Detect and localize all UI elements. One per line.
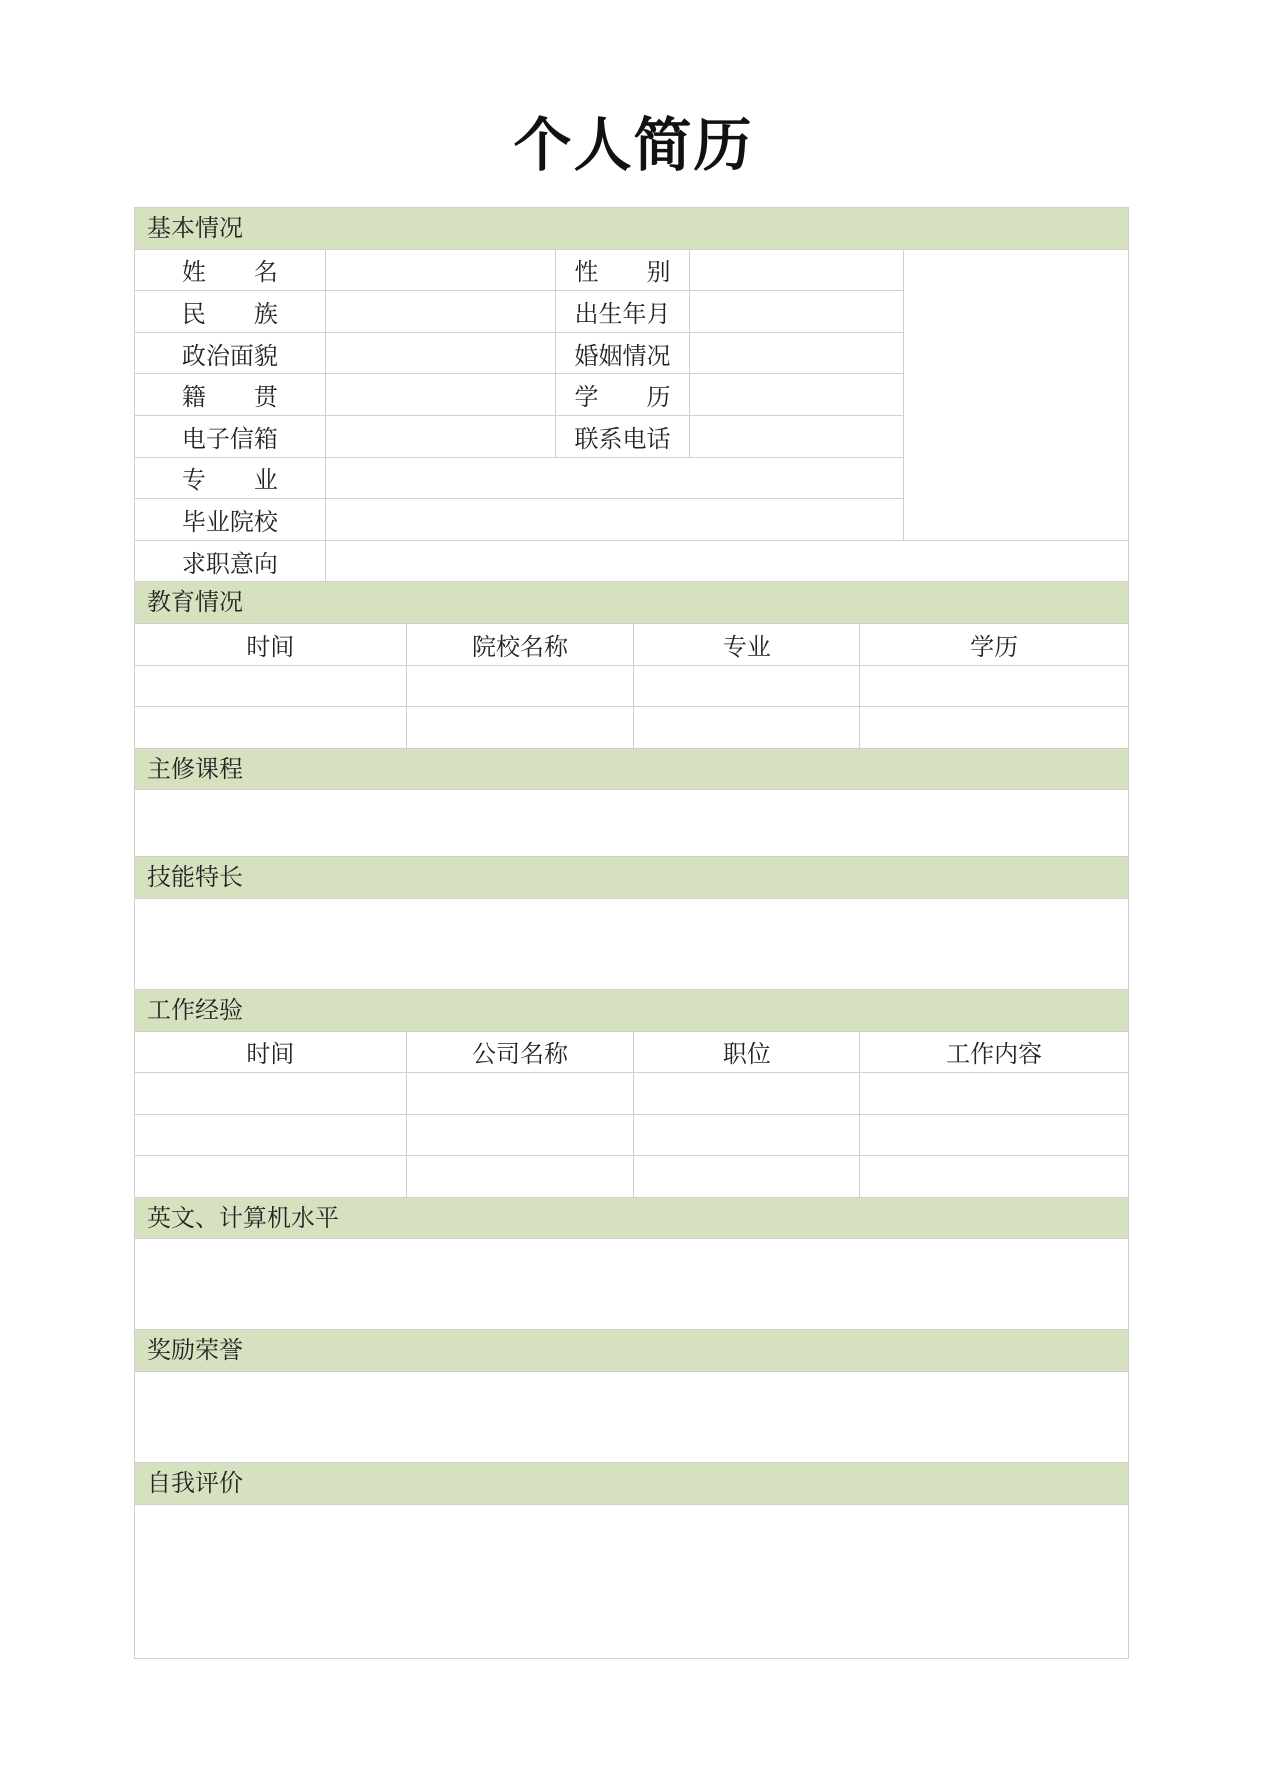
education-col-time: 时间 (135, 624, 406, 665)
work-cell[interactable] (634, 1156, 859, 1197)
label-education: 学 历 (556, 374, 688, 415)
field-political-status[interactable] (326, 333, 556, 374)
work-cell[interactable] (407, 1073, 634, 1114)
work-col-time: 时间 (135, 1032, 406, 1073)
field-education[interactable] (690, 374, 904, 415)
label-email: 电子信箱 (135, 416, 325, 457)
work-cell[interactable] (135, 1156, 406, 1197)
work-cell[interactable] (860, 1115, 1128, 1156)
basic-info-table (135, 250, 1128, 582)
section-header-main-courses: 主修课程 (135, 749, 1128, 790)
label-job-objective: 求职意向 (135, 541, 325, 582)
education-table (135, 624, 1128, 748)
label-marital-status: 婚姻情况 (556, 333, 688, 374)
section-header-self-evaluation: 自我评价 (135, 1463, 1128, 1504)
education-cell[interactable] (407, 666, 634, 707)
field-name[interactable] (326, 250, 556, 291)
work-col-position: 职位 (634, 1032, 859, 1073)
work-cell[interactable] (860, 1156, 1128, 1197)
label-major: 专 业 (135, 458, 325, 499)
field-phone[interactable] (690, 416, 904, 457)
section-header-basic-info: 基本情况 (135, 208, 1128, 249)
section-header-awards: 奖励荣誉 (135, 1330, 1128, 1371)
label-phone: 联系电话 (556, 416, 688, 457)
education-cell[interactable] (860, 707, 1128, 748)
label-birth-date: 出生年月 (556, 291, 688, 332)
education-cell[interactable] (860, 666, 1128, 707)
field-graduated-from[interactable] (326, 499, 904, 540)
work-cell[interactable] (135, 1115, 406, 1156)
field-marital-status[interactable] (690, 333, 904, 374)
resume-sheet (134, 207, 1129, 1659)
field-ethnicity[interactable] (326, 291, 556, 332)
main-courses-content[interactable] (135, 790, 1128, 856)
education-cell[interactable] (135, 707, 406, 748)
work-cell[interactable] (407, 1115, 634, 1156)
work-cell[interactable] (135, 1073, 406, 1114)
section-header-work-experience: 工作经验 (135, 990, 1128, 1031)
field-email[interactable] (326, 416, 556, 457)
education-col-major: 专业 (634, 624, 859, 665)
work-cell[interactable] (860, 1073, 1128, 1114)
work-cell[interactable] (407, 1156, 634, 1197)
work-col-duties: 工作内容 (860, 1032, 1128, 1073)
self-evaluation-content[interactable] (135, 1505, 1128, 1658)
field-birth-date[interactable] (690, 291, 904, 332)
field-gender[interactable] (690, 250, 904, 291)
education-cell[interactable] (135, 666, 406, 707)
field-native-place[interactable] (326, 374, 556, 415)
photo-area[interactable] (904, 250, 1128, 540)
work-experience-table (135, 1032, 1128, 1197)
page-title: 个人简历 (513, 111, 754, 179)
label-gender: 性 别 (556, 250, 688, 291)
skills-content[interactable] (135, 899, 1128, 989)
field-job-objective[interactable] (326, 541, 1128, 582)
english-computer-content[interactable] (135, 1239, 1128, 1329)
education-col-degree: 学历 (860, 624, 1128, 665)
label-name: 姓 名 (135, 250, 325, 291)
education-cell[interactable] (634, 666, 859, 707)
education-cell[interactable] (634, 707, 859, 748)
section-header-english-computer: 英文、计算机水平 (135, 1198, 1128, 1239)
awards-content[interactable] (135, 1372, 1128, 1462)
education-col-school: 院校名称 (407, 624, 634, 665)
label-native-place: 籍 贯 (135, 374, 325, 415)
label-ethnicity: 民 族 (135, 291, 325, 332)
work-cell[interactable] (634, 1115, 859, 1156)
education-cell[interactable] (407, 707, 634, 748)
label-graduated-from: 毕业院校 (135, 499, 325, 540)
section-header-education: 教育情况 (135, 582, 1128, 623)
work-col-company: 公司名称 (407, 1032, 634, 1073)
label-political-status: 政治面貌 (135, 333, 325, 374)
work-cell[interactable] (634, 1073, 859, 1114)
section-header-skills: 技能特长 (135, 857, 1128, 898)
field-major[interactable] (326, 458, 904, 499)
